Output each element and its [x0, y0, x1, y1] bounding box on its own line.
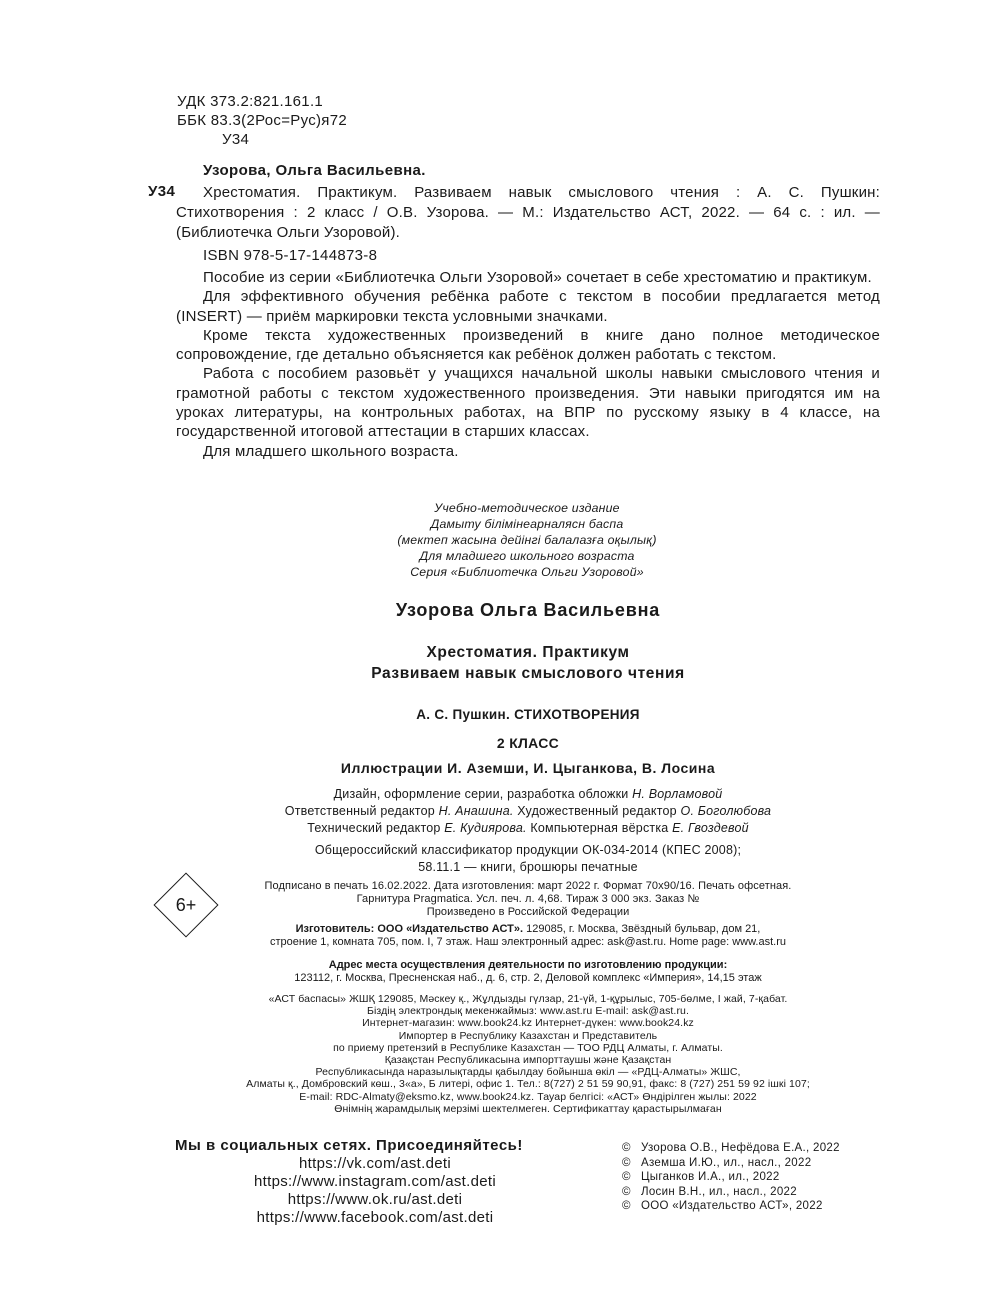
- vk-link[interactable]: https://vk.com/ast.deti: [299, 1155, 451, 1172]
- book-title-line: Развиваем навык смыслового чтения: [371, 665, 685, 682]
- kz-line: Алматы қ., Домбровский көш., 3«а», Б литері, офис 1. Тел.: 8(727) 2 51 59 90,91, факс: 8 (727) 251 59 92 ішкі 107;: [246, 1078, 810, 1091]
- copyright-icon: ©: [622, 1200, 631, 1213]
- kz-line: Интернет-магазин: www.book24.kz Интернет-дүкен: www.book24.kz: [362, 1017, 694, 1030]
- kz-line: Өнімнің жарамдылық мерзімі шектелмеген. Сертификаттау қарастырылмаған: [334, 1102, 722, 1115]
- edition-type-line: Дамыту білімінеарналясн баспа: [430, 517, 624, 531]
- copyright-icon: ©: [622, 1171, 631, 1184]
- art-editor-label: Художественный редактор: [517, 804, 677, 818]
- resp-editor-label: Ответственный редактор: [284, 804, 435, 818]
- record-code: У34: [148, 183, 176, 200]
- grade: 2 КЛАСС: [496, 735, 560, 751]
- edition-type-line: (мектеп жасына дейінгі балалазға оқылық): [397, 533, 657, 547]
- ok-link[interactable]: https://www.ok.ru/ast.deti: [287, 1191, 463, 1208]
- tech-editor-name: Е. Кудиярова.: [444, 821, 527, 835]
- manufacturer-address: 129085, г. Москва, Звёздный бульвар, дом 21,: [523, 923, 761, 935]
- bbk-code: ББК 83.3(2Рос=Рус)я72: [177, 112, 348, 129]
- record-author: Узорова, Ольга Васильевна.: [203, 162, 426, 179]
- book-subtitle: А. С. Пушкин. СТИХОТВОРЕНИЯ: [416, 707, 640, 722]
- illustrations: Иллюстрации И. Аземши, И. Цыганкова, В. Лосина: [340, 760, 716, 776]
- kz-line: по приему претензий в Республике Казахстан — ТОО РДЦ Алматы, г. Алматы.: [333, 1041, 723, 1054]
- activity-address: [176, 959, 880, 985]
- product-classifier: [176, 842, 880, 876]
- facebook-link[interactable]: https://www.facebook.com/ast.deti: [256, 1209, 494, 1226]
- manufacturer-line: строение 1, комната 705, пом. I, 7 этаж. Наш электронный адрес: ask@ast.ru. Home page: www.ast.ru: [270, 936, 786, 948]
- kz-line: Импортер в Республику Казахстан и Представитель: [398, 1029, 658, 1042]
- credits-line: [176, 820, 880, 837]
- design-label: Дизайн, оформление серии, разработка обложки: [333, 787, 629, 801]
- kz-line: Қазақстан Республикасына импорттаушы және Қазақстан: [384, 1054, 672, 1067]
- annotation-paragraph: Кроме текста художественных произведений в книге дано полное методическое сопровождение, где детально объясняется как ребёнок должен работать с текстом.: [176, 326, 880, 364]
- print-info-line: Гарнитура Pragmatica. Усл. печ. л. 4,68. Тираж 3 000 экз. Заказ №: [356, 893, 700, 905]
- credits-line: [176, 803, 880, 820]
- copyright-icon: ©: [622, 1142, 631, 1154]
- manufacturer-label: Изготовитель: ООО «Издательство АСТ».: [295, 923, 524, 935]
- print-info-line: Произведено в Российской Федерации: [426, 906, 630, 918]
- kz-line: Біздің электрондық мекенжаймыз: www.ast.ru E-mail: ask@ast.ru.: [366, 1005, 690, 1018]
- annotation: [176, 268, 880, 461]
- social-links: [200, 1155, 550, 1227]
- copyright-text: Узорова О.В., Нефёдова Е.А., 2022: [641, 1142, 840, 1154]
- copyright-text: ООО «Издательство АСТ», 2022: [641, 1200, 823, 1213]
- manufacturer: [176, 923, 880, 949]
- design-name: Н. Ворламовой: [632, 787, 723, 801]
- classification-codes: [177, 92, 347, 149]
- copyright-text: Аземша И.Ю., ил., насл., 2022: [641, 1156, 812, 1169]
- activity-address-heading: Адрес места осуществления деятельности по изготовлению продукции:: [328, 959, 728, 971]
- okp-line: Общероссийский классификатор продукции ОК-034-2014 (КПЕС 2008);: [314, 843, 742, 857]
- author-name: Узорова Ольга Васильевна: [395, 600, 661, 620]
- copyright-icon: ©: [622, 1185, 631, 1198]
- kz-line: E-mail: RDC-Almaty@eksmo.kz, www.book24.kz. Тауар белгісі: «АСТ» Өндірілген жылы: 2022: [299, 1090, 757, 1103]
- copyright-line: [622, 1199, 840, 1214]
- isbn: ISBN 978-5-17-144873-8: [203, 247, 378, 264]
- description-text: Хрестоматия. Практикум. Развиваем навык смыслового чтения : А. С. Пушкин: Стихотворения : 2 класс / О.В. Узорова. — М.: Издательство АСТ, 2022. — 64 с. : ил. — (Библиотечка Ольги Узоровой).: [176, 184, 880, 241]
- edition-type-line: Серия «Библиотечка Ольги Узоровой»: [410, 565, 644, 579]
- edition-type-line: Учебно-методическое издание: [434, 501, 620, 515]
- copyrights: [622, 1141, 840, 1214]
- age-rating: 6+: [175, 894, 197, 915]
- kz-line: Республикасында наразылықтарды қабылдау бойынша өкіл — «РДЦ-Алматы» ЖШС,: [315, 1066, 741, 1079]
- annotation-paragraph: Для эффективного обучения ребёнка работе с текстом в пособии предлагается метод (INSERT) — приём маркировки текста условными значками.: [176, 288, 880, 325]
- social-heading: Мы в социальных сетях. Присоединяйтесь!: [175, 1137, 523, 1154]
- activity-address-label: [176, 959, 880, 972]
- copyright-icon: ©: [622, 1156, 631, 1169]
- copyright-line: [622, 1141, 840, 1156]
- kz-line: «АСТ баспасы» ЖШҚ 129085, Мәскеу қ., Жұлдызды гүлзар, 21-үй, 1-құрылыс, 705-бөлме, I жай, 7-қабат.: [268, 993, 788, 1005]
- kazakhstan-info: [176, 993, 880, 1115]
- manufacturer-line: [176, 923, 880, 936]
- print-info: [176, 880, 880, 919]
- copyright-text: Лосин В.Н., ил., насл., 2022: [641, 1185, 797, 1198]
- layout-label: Компьютерная вёрстка: [530, 821, 669, 835]
- copyright-text: Цыганков И.А., ил., 2022: [641, 1171, 780, 1184]
- art-editor-name: О. Боголюбова: [680, 804, 772, 818]
- credits-line: [176, 786, 880, 803]
- copyright-line: [622, 1156, 840, 1171]
- tech-editor-label: Технический редактор: [307, 821, 441, 835]
- bibliographic-description: [176, 183, 880, 243]
- layout-name: Е. Гвоздевой: [672, 821, 749, 835]
- edition-type: [307, 500, 747, 580]
- annotation-paragraph: Для младшего школьного возраста.: [203, 442, 459, 460]
- resp-editor-name: Н. Анашина.: [438, 804, 514, 818]
- edition-type-line: Для младшего школьного возраста: [419, 549, 635, 563]
- annotation-paragraph: Работа с пособием разовьёт у учащихся начальной школы навыки смыслового чтения и грамотной работы с текстом художественного произведения. Эти навыки пригодятся им на уроках литературы, на контрольных работах, на ВПР по русскому языку в 4 классе, на государственной итоговой аттестации в старших классах.: [176, 365, 880, 441]
- udk-code: УДК 373.2:821.161.1: [177, 93, 324, 110]
- book-title: [176, 642, 880, 684]
- author-sign: У34: [222, 131, 250, 148]
- activity-address-line: 123112, г. Москва, Пресненская наб., д. 6, стр. 2, Деловой комплекс «Империя», 14,15 этаж: [294, 972, 762, 984]
- credits: [176, 786, 880, 837]
- okp-line: 58.11.1 — книги, брошюры печатные: [418, 860, 638, 874]
- print-info-line: Подписано в печать 16.02.2022. Дата изготовления: март 2022 г. Формат 70х90/16. Печать офсетная.: [264, 880, 792, 892]
- instagram-link[interactable]: https://www.instagram.com/ast.deti: [254, 1173, 496, 1190]
- copyright-line: [622, 1185, 840, 1200]
- copyright-line: [622, 1170, 840, 1185]
- annotation-paragraph: Пособие из серии «Библиотечка Ольги Узоровой» сочетает в себе хрестоматию и практикум.: [203, 269, 872, 286]
- book-title-line: Хрестоматия. Практикум: [426, 644, 630, 661]
